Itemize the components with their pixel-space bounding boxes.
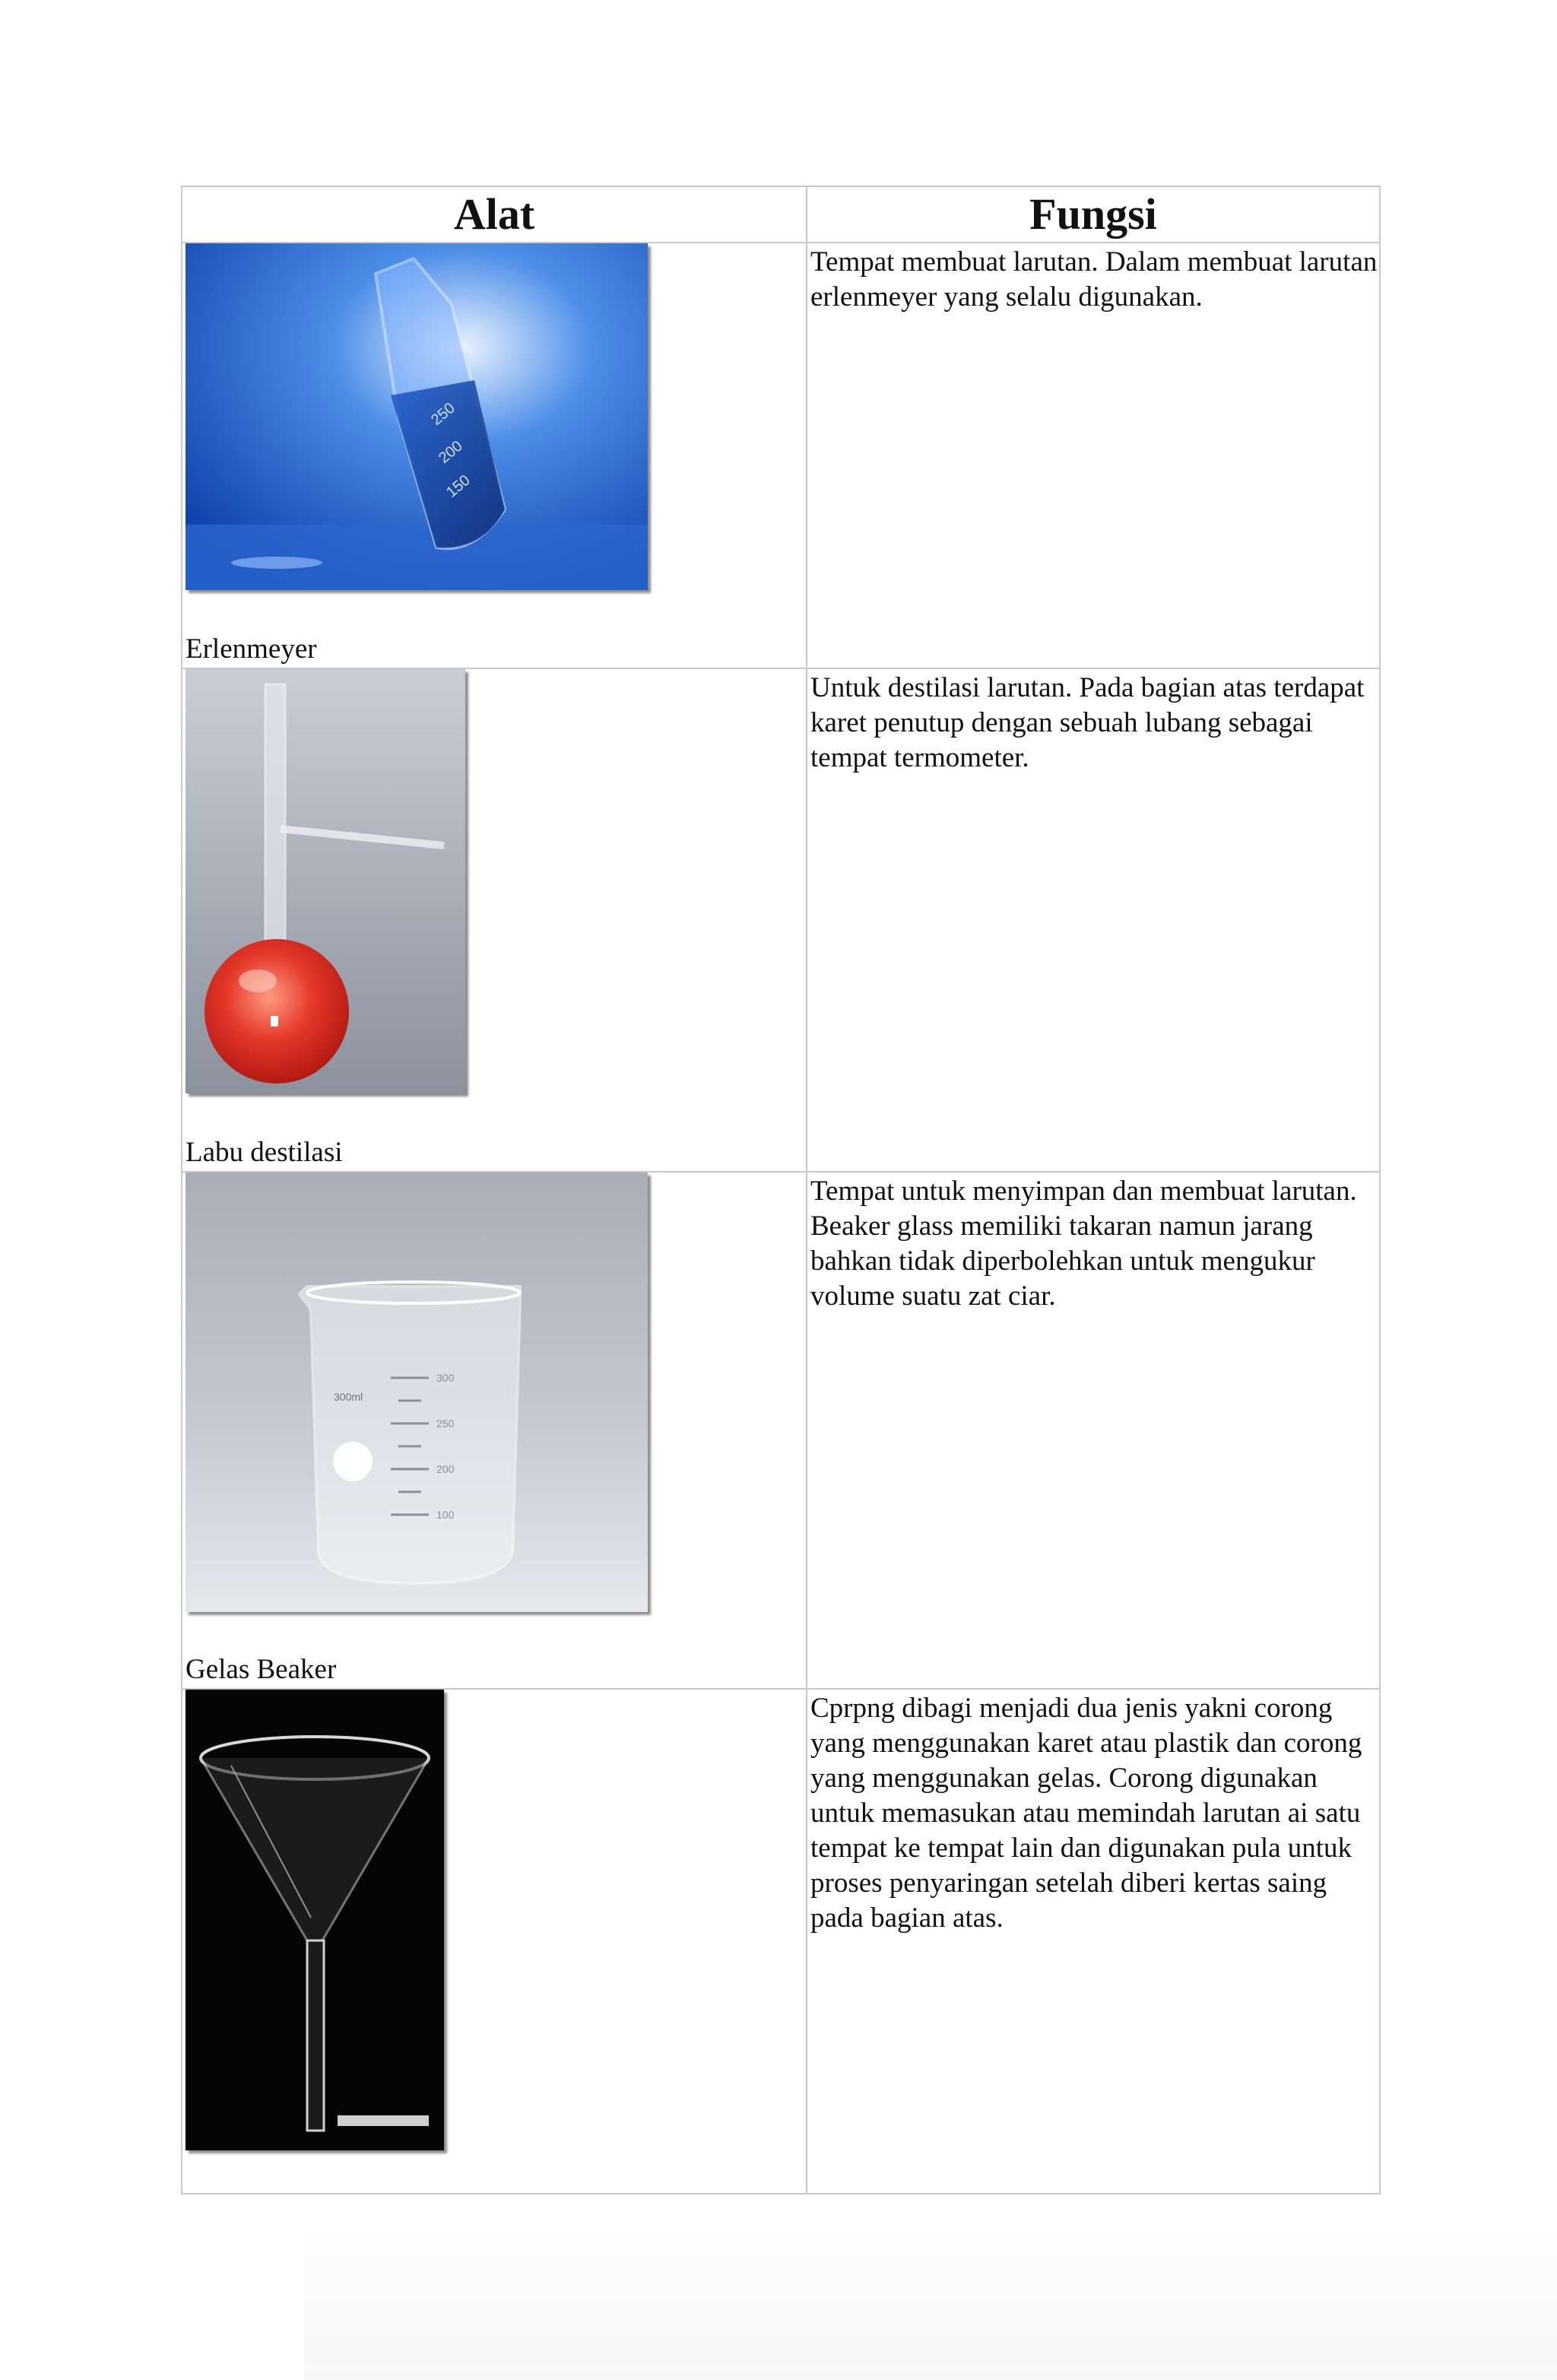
alat-cell <box>182 1172 807 1689</box>
svg-text:250: 250 <box>436 1417 455 1430</box>
alat-cell <box>182 1689 807 2194</box>
svg-text:250: 250 <box>428 399 458 429</box>
header-alat: Alat <box>182 186 807 243</box>
table-row <box>182 668 1380 1172</box>
tool-name: Gelas Beaker <box>186 1654 337 1685</box>
funnel-photo <box>186 1690 444 2150</box>
page-background <box>304 2198 1557 2380</box>
fungsi-cell: Tempat membuat larutan. Dalam membuat larutan erlenmeyer yang selalu digunakan. <box>807 243 1380 668</box>
distillation-flask-photo <box>186 669 465 1093</box>
fungsi-cell: Tempat untuk menyimpan dan membuat larutan. Beaker glass memiliki takaran namun jarang bahkan tidak diperbolehkan untuk mengukur volume suatu zat ciar. <box>807 1172 1380 1689</box>
table-row <box>182 1172 1380 1689</box>
header-fungsi: Fungsi <box>807 186 1380 243</box>
tool-name: Labu destilasi <box>186 1137 343 1168</box>
alat-cell <box>182 668 807 1172</box>
svg-text:300: 300 <box>436 1372 455 1384</box>
tool-name: Erlenmeyer <box>186 633 317 665</box>
alat-cell <box>182 243 807 668</box>
svg-text:300ml: 300ml <box>334 1391 363 1403</box>
table-header-row <box>182 186 1380 243</box>
svg-text:200: 200 <box>436 437 466 467</box>
beaker-glass-photo <box>186 1173 648 1612</box>
lab-tools-table <box>181 186 1381 2194</box>
svg-text:150: 150 <box>443 471 474 501</box>
table-row <box>182 243 1380 668</box>
erlenmeyer-flask-photo <box>186 243 648 590</box>
fungsi-cell: Untuk destilasi larutan. Pada bagian atas terdapat karet penutup dengan sebuah lubang sebagai tempat termometer. <box>807 668 1380 1172</box>
svg-text:100: 100 <box>436 1509 455 1521</box>
fungsi-cell: Cprpng dibagi menjadi dua jenis yakni corong yang menggunakan karet atau plastik dan corong yang menggunakan gelas. Corong digunakan untuk memasukan atau memindah larutan ai satu tempat ke tempat lain dan digunakan pula untuk proses penyaringan setelah diberi kertas saing pada bagian atas. <box>807 1689 1380 2194</box>
table-row <box>182 1689 1380 2194</box>
svg-text:200: 200 <box>436 1463 455 1475</box>
